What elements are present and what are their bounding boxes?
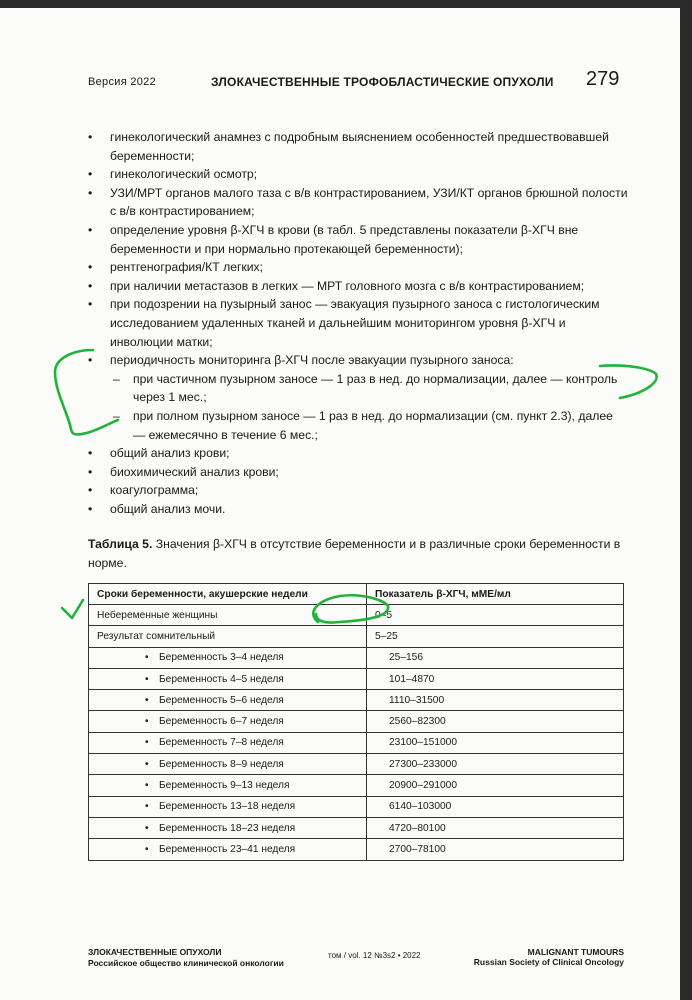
table-row	[89, 732, 624, 753]
table-cell: • Беременность 23–41 неделя	[89, 839, 367, 860]
bullet: •	[88, 446, 93, 461]
list-item: • гинекологический анамнез с подробным выяснением особенностей предшествовавшей беременности;	[88, 130, 609, 163]
table-cell: 25–156	[367, 647, 624, 668]
table-cell: Результат сомнительный	[89, 626, 367, 647]
bullet: •	[145, 843, 149, 855]
bullet: •	[145, 673, 149, 685]
dash: –	[113, 408, 120, 423]
bullet: •	[88, 260, 93, 275]
list-item: • коагулограмма;	[88, 481, 628, 500]
table-row	[89, 668, 624, 689]
running-title: ЗЛОКАЧЕСТВЕННЫЕ ТРОФОБЛАСТИЧЕСКИЕ ОПУХОЛИ	[211, 75, 554, 89]
table-cell: • Беременность 3–4 неделя	[89, 647, 367, 668]
footer-journal-en: MALIGNANT TUMOURS Russian Society of Clinical Oncology	[473, 947, 624, 967]
bullet: •	[145, 737, 149, 749]
bullet: •	[88, 353, 93, 368]
table-cell: • Беременность 4–5 неделя	[89, 668, 367, 689]
table-cell: 0–5	[367, 605, 624, 626]
table-cell: • Беременность 9–13 неделя	[89, 775, 367, 796]
list-item: • общий анализ мочи.	[88, 500, 628, 519]
table-header-row	[89, 584, 624, 605]
list-item: • биохимический анализ крови;	[88, 463, 628, 482]
table-row	[89, 796, 624, 817]
table-caption-text: Значения β-ХГЧ в отсутствие беременности и в различные сроки беременности в норме.	[88, 537, 621, 570]
bullet: •	[145, 694, 149, 706]
list-item-monitoring: • периодичность мониторинга β-ХГЧ после эвакуации пузырного заноса: – при частичном пузырном заносе — 1 раз в нед. до нормализации, далее — контроль через 1 мес.; – при полном пузырном заносе — 1 раз в нед. до нормализации (см. пункт 2.3), далее — ежемесячно в течение 6 мес.;	[88, 351, 628, 444]
table-cell: • Беременность 13–18 неделя	[89, 796, 367, 817]
table-row	[89, 754, 624, 775]
bullet: •	[145, 801, 149, 813]
table-cell: 101–4870	[367, 668, 624, 689]
table-row	[89, 839, 624, 860]
bullet: •	[88, 130, 93, 144]
bullet: •	[88, 278, 93, 293]
bullet: •	[145, 780, 149, 792]
table-cell: • Беременность 18–23 неделя	[89, 817, 367, 838]
table-row	[89, 690, 624, 711]
table-row	[89, 711, 624, 732]
list-item: • при наличии метастазов в легких — МРТ головного мозга с в/в контрастированием;	[88, 277, 628, 296]
sublist-item: – при полном пузырном заносе — 1 раз в нед. до нормализации (см. пункт 2.3), далее — ежемесячно в течение 6 мес.;	[113, 408, 613, 442]
table-cell: 20900–291000	[367, 775, 624, 796]
table-cell: 2700–78100	[367, 839, 624, 860]
bullet: •	[145, 758, 149, 770]
table-caption	[88, 535, 628, 572]
bullet: •	[88, 464, 93, 479]
list-item: • гинекологический осмотр;	[88, 165, 628, 184]
table-cell: Небеременные женщины	[89, 605, 367, 626]
bullet: •	[88, 501, 93, 516]
column-header-term: Сроки беременности, акушерские недели	[89, 584, 367, 605]
table-cell: 5–25	[367, 626, 624, 647]
list-item: • УЗИ/МРТ органов малого таза с в/в контрастированием, УЗИ/КТ органов брюшной полости с в/в контрастированием;	[88, 185, 628, 219]
list-item: • общий анализ крови;	[88, 444, 628, 463]
column-header-value: Показатель β-ХГЧ, мМЕ/мл	[367, 584, 624, 605]
bullet: •	[88, 483, 93, 498]
table-row	[89, 626, 624, 647]
list-item: • рентгенография/КТ легких;	[88, 258, 628, 277]
table-cell: • Беременность 7–8 неделя	[89, 732, 367, 753]
table-cell: 2560–82300	[367, 711, 624, 732]
footer-volume: том / vol. 12 №3s2 • 2022	[328, 951, 421, 960]
page-number: 279	[586, 68, 620, 90]
table-cell: 23100–151000	[367, 732, 624, 753]
bullet: •	[88, 222, 93, 237]
examination-list	[88, 128, 628, 518]
list-item: • при подозрении на пузырный занос — эвакуация пузырного заноса с гистологическим исследованием удаленных тканей и дальнейшим мониторингом уровня β-ХГЧ и инволюции матки;	[88, 297, 600, 349]
version-label: Версия 2022	[88, 76, 157, 88]
bullet: •	[88, 185, 93, 200]
sublist-item: – при частичном пузырном заносе — 1 раз в нед. до нормализации, далее — контроль через 1 мес.;	[113, 371, 618, 405]
table-cell: • Беременность 6–7 неделя	[89, 711, 367, 732]
dash: –	[113, 371, 120, 386]
footer-journal: ЗЛОКАЧЕСТВЕННЫЕ ОПУХОЛИ Российское общество клинической онкологии	[88, 947, 284, 968]
table-row	[89, 647, 624, 668]
bullet: •	[145, 716, 149, 728]
table-cell: 4720–80100	[367, 817, 624, 838]
monitoring-sublist	[110, 370, 628, 444]
table-cell: • Беременность 5–6 неделя	[89, 690, 367, 711]
hcg-table	[88, 583, 624, 861]
table-cell: 1110–31500	[367, 690, 624, 711]
bullet: •	[145, 652, 149, 664]
table-row	[89, 817, 624, 838]
page-header	[88, 68, 628, 98]
table-cell: 6140–103000	[367, 796, 624, 817]
table-row	[89, 775, 624, 796]
table-label: Таблица 5.	[88, 537, 153, 551]
bullet: •	[145, 822, 149, 834]
table-cell: • Беременность 8–9 неделя	[89, 754, 367, 775]
bullet: •	[88, 167, 93, 182]
table-row	[89, 605, 624, 626]
table-cell: 27300–233000	[367, 754, 624, 775]
list-item: • определение уровня β-ХГЧ в крови (в табл. 5 представлены показатели β-ХГЧ вне беременности и при нормально протекающей беременности);	[88, 222, 579, 256]
bullet: •	[88, 297, 93, 312]
